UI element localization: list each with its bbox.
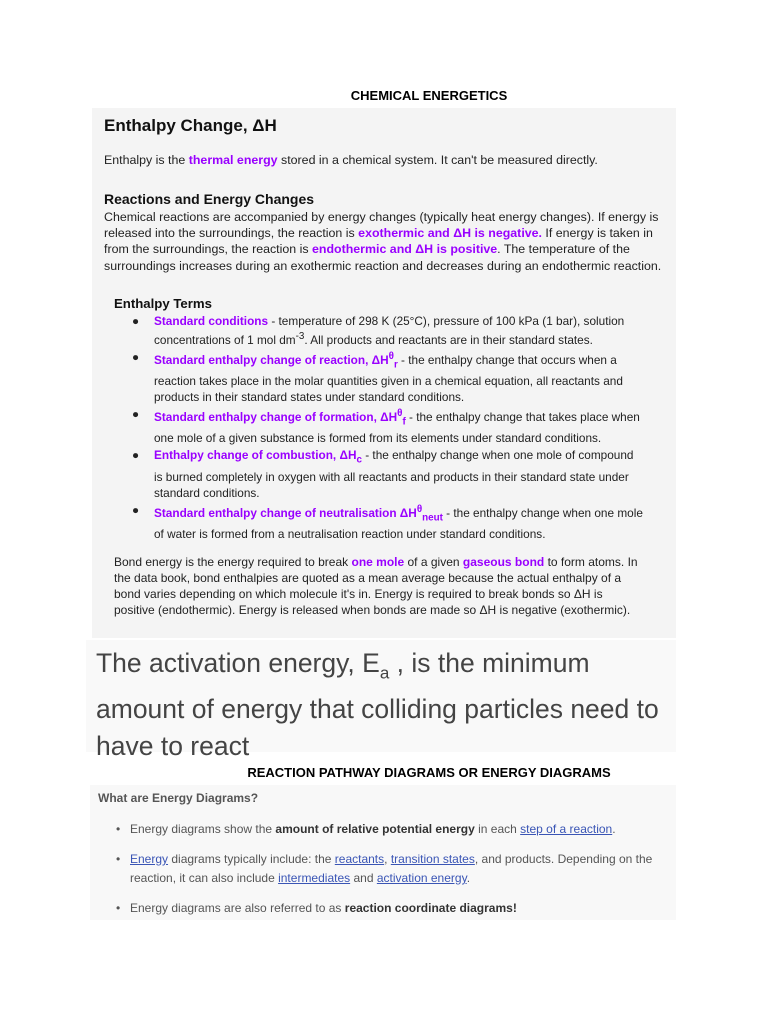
enthalpy-heading: Enthalpy Change, ΔH [104,116,277,135]
enthalpy-intro: Enthalpy is the thermal energy stored in a chemical system. It can't be measured directly. [104,153,598,167]
list-item: ● Standard enthalpy change of neutralisation $\Delta H^\theta_{neut}$ - the enthalpy change when one mole of water is formed from a neutralisation reaction under standard conditions. [132,502,643,542]
highlight-thermal-energy: thermal energy [188,153,278,167]
list-item: • Energy diagrams typically include: the reactants, transition states, and products. Depending on the reaction, it can also include intermediates and activation energy. [116,852,653,885]
page-title: CHEMICAL ENERGETICS [350,88,508,103]
bullet-icon: ● [132,407,140,422]
energy-diagrams-heading: What are Energy Diagrams? [98,791,259,805]
bullet-icon: • [116,852,121,866]
activation-energy-definition: The activation energy, $E_a$ , is the minimum amount of energy that colliding particles need to have to react [96,648,659,762]
bullet-icon: ● [132,314,140,328]
highlight-gaseous-bond: gaseous bond [462,555,545,569]
list-item: • Energy diagrams are also referred to as reaction coordinate diagrams! [116,899,676,918]
highlight-endothermic: endothermic and ΔH is positive [312,242,498,257]
bullet-icon: • [116,901,121,915]
link-energy[interactable]: Energy [130,852,169,866]
bullet-icon: • [116,822,121,836]
list-item: ● Enthalpy change of combustion, $\Delta H_c$ - the enthalpy change when one mole of compound is burned completely in oxygen with all reactants and products in their standard state under standard conditions. [132,448,634,500]
list-item: ● Standard enthalpy change of reaction, $\Delta H^\theta_r$ - the enthalpy change that occurs when a reaction takes place in the molar quantities given in a chemical equation, all reactants and products in their standard states under standard conditions. [132,349,623,405]
link-intermediates[interactable]: intermediates [278,871,351,885]
energy-diagrams-list [116,820,676,929]
list-item: ● Standard conditions - temperature of 298 K (25°C), pressure of 100 kPa (1 bar), solution concentrations of 1 mol $dm^{-3}$. All products and reactants are in their standard states. [132,314,625,347]
link-reactants[interactable]: reactants [334,852,385,866]
enthalpy-terms-heading: Enthalpy Terms [114,296,212,311]
link-transition-states[interactable]: transition states [390,852,475,866]
section-title-reaction-pathway: REACTION PATHWAY DIAGRAMS OR ENERGY DIAGRAMS [247,765,611,780]
link-activation-energy[interactable]: activation energy [376,871,467,885]
list-item: • Energy diagrams show the amount of relative potential energy in each step of a reaction. [116,820,676,839]
link-step-of-a-reaction[interactable]: step of a reaction [520,822,613,836]
highlight-exothermic: exothermic and ΔH is negative. [358,226,542,241]
reactions-paragraph: Chemical reactions are accompanied by energy changes (typically heat energy changes). If energy is released into the surroundings, the reaction is exothermic and ΔH is negative. If energy is taken in from the surroundings, the reaction is endothermic and ΔH is positive. The temperature of the surroundings increases during an exothermic reaction and decreases during an endothermic reaction. [104,210,662,273]
bullet-icon: ● [132,448,140,463]
enthalpy-terms-list [114,313,644,543]
reactions-heading: Reactions and Energy Changes [104,191,315,207]
highlight-one-mole: one mole [351,555,405,569]
bullet-icon: ● [132,502,140,517]
bullet-icon: ● [132,349,140,364]
bond-energy-paragraph: Bond energy is the energy required to break one mole of a given gaseous bond to form atoms. In the data book, bond enthalpies are quoted as a mean average because the actual enthalpy of a bond varies depending on which molecule it's in. Energy is required to break bonds so ΔH is positive (endothermic). Energy is released when bonds are made so ΔH is negative (exothermic). [114,555,638,617]
list-item: ● Standard enthalpy change of formation, $\Delta H^\theta_f$ - the enthalpy change that takes place when one mole of a given substance is formed from its elements under standard conditions. [132,407,640,446]
